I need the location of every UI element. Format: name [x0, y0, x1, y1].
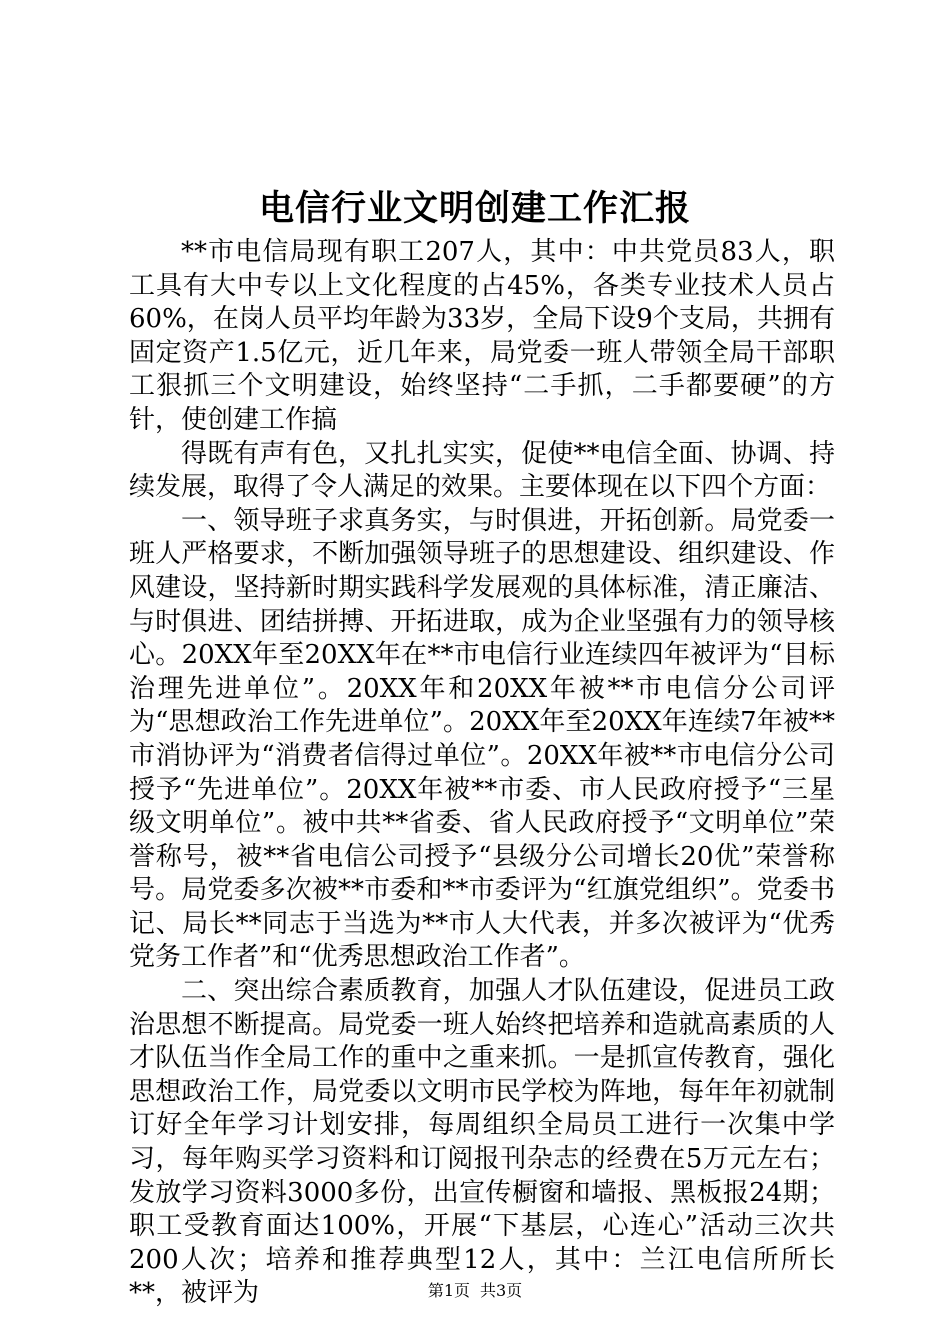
paragraph-intro: **市电信局现有职工207人，其中：中共党员83人，职工具有大中专以上文化程度的占45%，各类专业技术人员占60%，在岗人员平均年龄为33岁，全局下设9个支局，共拥有固定资产1.5亿元，近几年来，局党委一班人带领全局干部职工狠抓三个文明建设，始终坚持“二手抓，二手都要硬”的方针，使创建工作搞: [129, 237, 835, 435]
document-body: [129, 236, 835, 1311]
paragraph-continuation: 得既有声有色，又扎扎实实，促使**电信全面、协调、持续发展，取得了令人满足的效果。主要体现在以下四个方面：: [129, 438, 835, 503]
page-footer: [0, 1281, 950, 1301]
page-number: 第1页: [427, 1281, 470, 1300]
paragraph-education: 二、突出综合素质教育，加强人才队伍建设，促进员工政治思想不断提高。局党委一班人始终把培养和造就高素质的人才队伍当作全局工作的重中之重来抓。一是抓宣传教育，强化思想政治工作，局党委以文明市民学校为阵地，每年年初就制订好全年学习计划安排，每周组织全局员工进行一次集中学习，每年购买学习资料和订阅报刊杂志的经费在5万元左右；发放学习资料3000多份，出宣传橱窗和墙报、黑板报24期；职工受教育面达100%，开展“下基层，心连心”活动三次共200人次；培养和推荐典型12人，其中：兰江电信所所长**，被评为: [129, 976, 835, 1309]
paragraph-leadership: 一、领导班子求真务实，与时俱进，开拓创新。局党委一班人严格要求，不断加强领导班子的思想建设、组织建设、作风建设，坚持新时期实践科学发展观的具体标准，清正廉洁、与时俱进、团结拼搏、开拓进取，成为企业坚强有力的领导核心。20XX年至20XX年在**市电信行业连续四年被评为“目标治理先进单位”。20XX年和20XX年被**市电信分公司评为“思想政治工作先进单位”。20XX年至20XX年连续7年被**市消协评为“消费者信得过单位”。20XX年被**市电信分公司授予“先进单位”。20XX年被**市委、市人民政府授予“三星级文明单位”。被中共**省委、省人民政府授予“文明单位”荣誉称号，被**省电信公司授予“县级分公司增长20优”荣誉称号。局党委多次被**市委和**市委评为“红旗党组织”。党委书记、局长**同志于当选为**市人大代表，并多次被评为“优秀党务工作者”和“优秀思想政治工作者”。: [129, 505, 835, 973]
document-title: 电信行业文明创建工作汇报: [258, 188, 691, 229]
page-total: 共3页: [480, 1281, 523, 1300]
